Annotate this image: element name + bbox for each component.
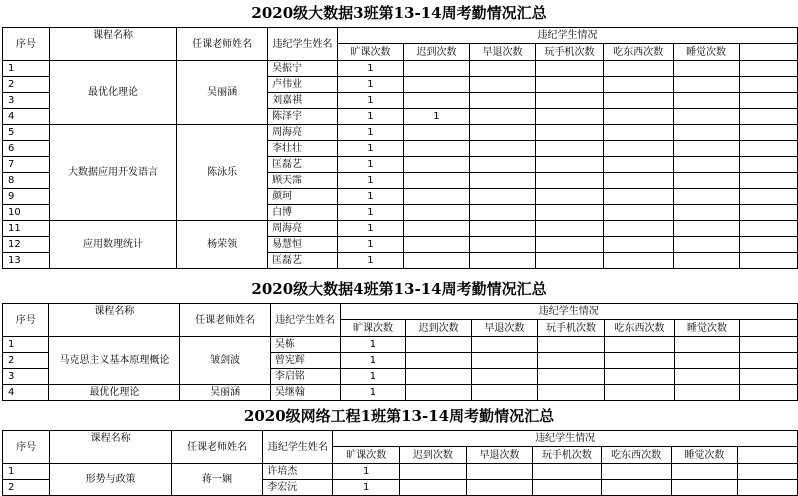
row-seq: 2 [3,353,49,369]
row-seq: 1 [3,61,50,77]
count-cell [536,125,604,141]
count-cell [536,221,604,237]
count-cell [470,221,536,237]
count-cell [673,157,739,173]
count-cell [403,77,469,93]
empty-cell [738,480,798,496]
student-name: 易慧恒 [268,237,338,253]
count-cell [403,189,469,205]
header-count-col: 睡觉次数 [673,44,739,61]
row-seq: 9 [3,189,50,205]
count-cell [403,205,469,221]
count-cell: 1 [340,353,406,369]
student-name: 卢伟业 [268,77,338,93]
count-cell [471,369,537,385]
count-cell [466,480,533,496]
table-row [3,337,798,353]
teacher-name: 蒋一娴 [171,464,263,496]
header-seq: 序号 [3,28,50,61]
count-cell: 1 [403,109,469,125]
header-student: 违纪学生姓名 [268,28,338,61]
count-cell [674,353,740,369]
count-cell [603,237,673,253]
empty-cell [739,93,797,109]
header-count-col: 迟到次数 [403,44,469,61]
count-cell [406,385,472,401]
header-extra-col [739,44,797,61]
header-violation: 违纪学生情况 [333,431,798,447]
count-cell [470,141,536,157]
count-cell [601,480,671,496]
count-cell [603,253,673,269]
table-row [3,464,798,480]
count-cell: 1 [337,77,403,93]
table-row [3,61,798,77]
student-name: 刘嘉祺 [268,93,338,109]
count-cell [400,464,467,480]
count-cell [471,337,537,353]
header-count-col: 玩手机次数 [533,447,601,464]
count-cell [471,385,537,401]
row-seq: 3 [3,93,50,109]
count-cell [603,221,673,237]
count-cell: 1 [337,157,403,173]
student-name: 周海亮 [268,221,338,237]
count-cell [673,141,739,157]
count-cell [470,157,536,173]
count-cell [537,337,605,353]
count-cell [403,173,469,189]
header-count-col: 旷课次数 [337,44,403,61]
count-cell [673,205,739,221]
count-cell [605,369,674,385]
count-cell: 1 [337,109,403,125]
row-seq: 1 [3,464,50,480]
empty-cell [739,221,797,237]
empty-cell [738,464,798,480]
header-count-col: 早退次数 [470,44,536,61]
count-cell [403,141,469,157]
header-count-col: 睡觉次数 [674,320,740,337]
count-cell [533,480,601,496]
teacher-name: 吴丽涵 [180,385,270,401]
student-name: 颜珂 [268,189,338,205]
empty-cell [740,369,798,385]
teacher-name: 陈泳乐 [177,125,268,221]
count-cell [470,77,536,93]
attendance-table [2,303,798,401]
header-course: 课程名称 [49,28,176,61]
section-title: 2020级网络工程1班第13-14周考勤情况汇总 [243,407,555,425]
empty-cell [739,173,797,189]
row-seq: 5 [3,125,50,141]
row-seq: 4 [3,385,49,401]
header-count-col: 吃东西次数 [605,320,674,337]
count-cell [673,237,739,253]
header-course: 课程名称 [50,431,171,464]
empty-cell [739,237,797,253]
count-cell [536,173,604,189]
row-seq: 6 [3,141,50,157]
count-cell: 1 [337,253,403,269]
student-name: 吴继翰 [270,385,340,401]
teacher-name: 皱剑波 [180,337,270,385]
count-cell [671,464,738,480]
count-cell [406,369,472,385]
student-name: 吴栋 [270,337,340,353]
row-seq: 12 [3,237,50,253]
count-cell [533,464,601,480]
count-cell [403,93,469,109]
header-row [3,304,798,320]
count-cell [470,189,536,205]
empty-cell [739,109,797,125]
count-cell [470,253,536,269]
course-name: 应用数理统计 [49,221,176,269]
empty-cell [739,205,797,221]
count-cell [536,157,604,173]
course-name: 形势与政策 [50,464,171,496]
empty-cell [739,77,797,93]
header-student: 违纪学生姓名 [263,431,333,464]
count-cell [603,61,673,77]
count-cell [673,77,739,93]
count-cell [400,480,467,496]
count-cell [603,77,673,93]
count-cell [403,61,469,77]
count-cell [603,157,673,173]
course-name: 大数据应用开发语言 [49,125,176,221]
count-cell: 1 [337,141,403,157]
count-cell [470,237,536,253]
header-count-col: 玩手机次数 [537,320,605,337]
student-name: 李宏沅 [263,480,333,496]
row-seq: 10 [3,205,50,221]
count-cell: 1 [340,385,406,401]
row-seq: 3 [3,369,49,385]
empty-cell [739,253,797,269]
count-cell [536,109,604,125]
count-cell [536,205,604,221]
header-seq: 序号 [3,431,50,464]
attendance-table [2,430,798,496]
count-cell [603,141,673,157]
header-violation: 违纪学生情况 [340,304,797,320]
count-cell [536,189,604,205]
header-extra-col [740,320,798,337]
header-teacher: 任课老师姓名 [171,431,263,464]
count-cell: 1 [337,221,403,237]
count-cell [536,77,604,93]
count-cell [466,464,533,480]
row-seq: 2 [3,480,50,496]
row-seq: 8 [3,173,50,189]
count-cell [674,385,740,401]
student-name: 李启铭 [270,369,340,385]
count-cell: 1 [337,93,403,109]
empty-cell [740,353,798,369]
count-cell [403,253,469,269]
count-cell [403,221,469,237]
count-cell [536,237,604,253]
empty-cell [739,61,797,77]
header-count-col: 玩手机次数 [536,44,604,61]
count-cell [403,157,469,173]
header-student: 违纪学生姓名 [270,304,340,337]
empty-cell [740,385,798,401]
header-row [3,28,798,44]
count-cell [603,189,673,205]
header-count-col: 早退次数 [471,320,537,337]
student-name: 匡磊艺 [268,157,338,173]
count-cell [605,353,674,369]
student-name: 曾宪辉 [270,353,340,369]
table-row [3,385,798,401]
header-count-col: 旷课次数 [340,320,406,337]
count-cell [470,93,536,109]
section-title: 2020级大数据4班第13-14周考勤情况汇总 [251,280,547,298]
header-count-col: 吃东西次数 [601,447,671,464]
empty-cell [739,141,797,157]
count-cell [403,237,469,253]
count-cell [470,173,536,189]
count-cell [537,385,605,401]
count-cell [470,61,536,77]
header-count-col: 迟到次数 [400,447,467,464]
count-cell [536,141,604,157]
header-count-col: 旷课次数 [333,447,400,464]
empty-cell [740,337,798,353]
student-name: 许培杰 [263,464,333,480]
count-cell [406,337,472,353]
count-cell [537,369,605,385]
table-row [3,125,798,141]
course-name: 马克思主义基本原理概论 [49,337,180,385]
count-cell [601,464,671,480]
count-cell [673,93,739,109]
count-cell [603,125,673,141]
count-cell [673,61,739,77]
count-cell [603,109,673,125]
count-cell [536,253,604,269]
row-seq: 13 [3,253,50,269]
student-name: 吴振宁 [268,61,338,77]
header-extra-col [738,447,798,464]
row-seq: 1 [3,337,49,353]
row-seq: 4 [3,109,50,125]
header-seq: 序号 [3,304,49,337]
header-teacher: 任课老师姓名 [177,28,268,61]
count-cell [673,109,739,125]
count-cell [536,93,604,109]
student-name: 周海亮 [268,125,338,141]
count-cell: 1 [337,205,403,221]
student-name: 匡磊艺 [268,253,338,269]
header-count-col: 吃东西次数 [603,44,673,61]
count-cell: 1 [340,337,406,353]
count-cell [674,369,740,385]
count-cell: 1 [340,369,406,385]
count-cell [605,385,674,401]
header-violation: 违纪学生情况 [337,28,797,44]
count-cell [603,173,673,189]
empty-cell [739,125,797,141]
count-cell: 1 [337,61,403,77]
header-row [3,431,798,447]
count-cell [403,125,469,141]
table-row [3,221,798,237]
empty-cell [739,189,797,205]
header-count-col: 早退次数 [466,447,533,464]
teacher-name: 吴丽涵 [177,61,268,125]
count-cell: 1 [333,464,400,480]
count-cell: 1 [337,237,403,253]
student-name: 陈泽宇 [268,109,338,125]
count-cell [605,337,674,353]
course-name: 最优化理论 [49,385,180,401]
count-cell [471,353,537,369]
section-title: 2020级大数据3班第13-14周考勤情况汇总 [251,4,547,22]
count-cell: 1 [337,173,403,189]
row-seq: 2 [3,77,50,93]
header-teacher: 任课老师姓名 [180,304,270,337]
count-cell: 1 [337,125,403,141]
count-cell [673,253,739,269]
attendance-table [2,27,798,269]
count-cell [603,205,673,221]
count-cell: 1 [333,480,400,496]
count-cell: 1 [337,189,403,205]
count-cell [671,480,738,496]
count-cell [406,353,472,369]
count-cell [674,337,740,353]
count-cell [470,205,536,221]
header-count-col: 迟到次数 [406,320,472,337]
header-course: 课程名称 [49,304,180,337]
student-name: 白博 [268,205,338,221]
count-cell [673,221,739,237]
student-name: 李壮壮 [268,141,338,157]
teacher-name: 杨荣领 [177,221,268,269]
count-cell [603,93,673,109]
row-seq: 7 [3,157,50,173]
empty-cell [739,157,797,173]
student-name: 顾天霈 [268,173,338,189]
course-name: 最优化理论 [49,61,176,125]
header-count-col: 睡觉次数 [671,447,738,464]
count-cell [470,109,536,125]
count-cell [536,61,604,77]
count-cell [673,189,739,205]
count-cell [537,353,605,369]
count-cell [470,125,536,141]
count-cell [673,125,739,141]
row-seq: 11 [3,221,50,237]
count-cell [673,173,739,189]
